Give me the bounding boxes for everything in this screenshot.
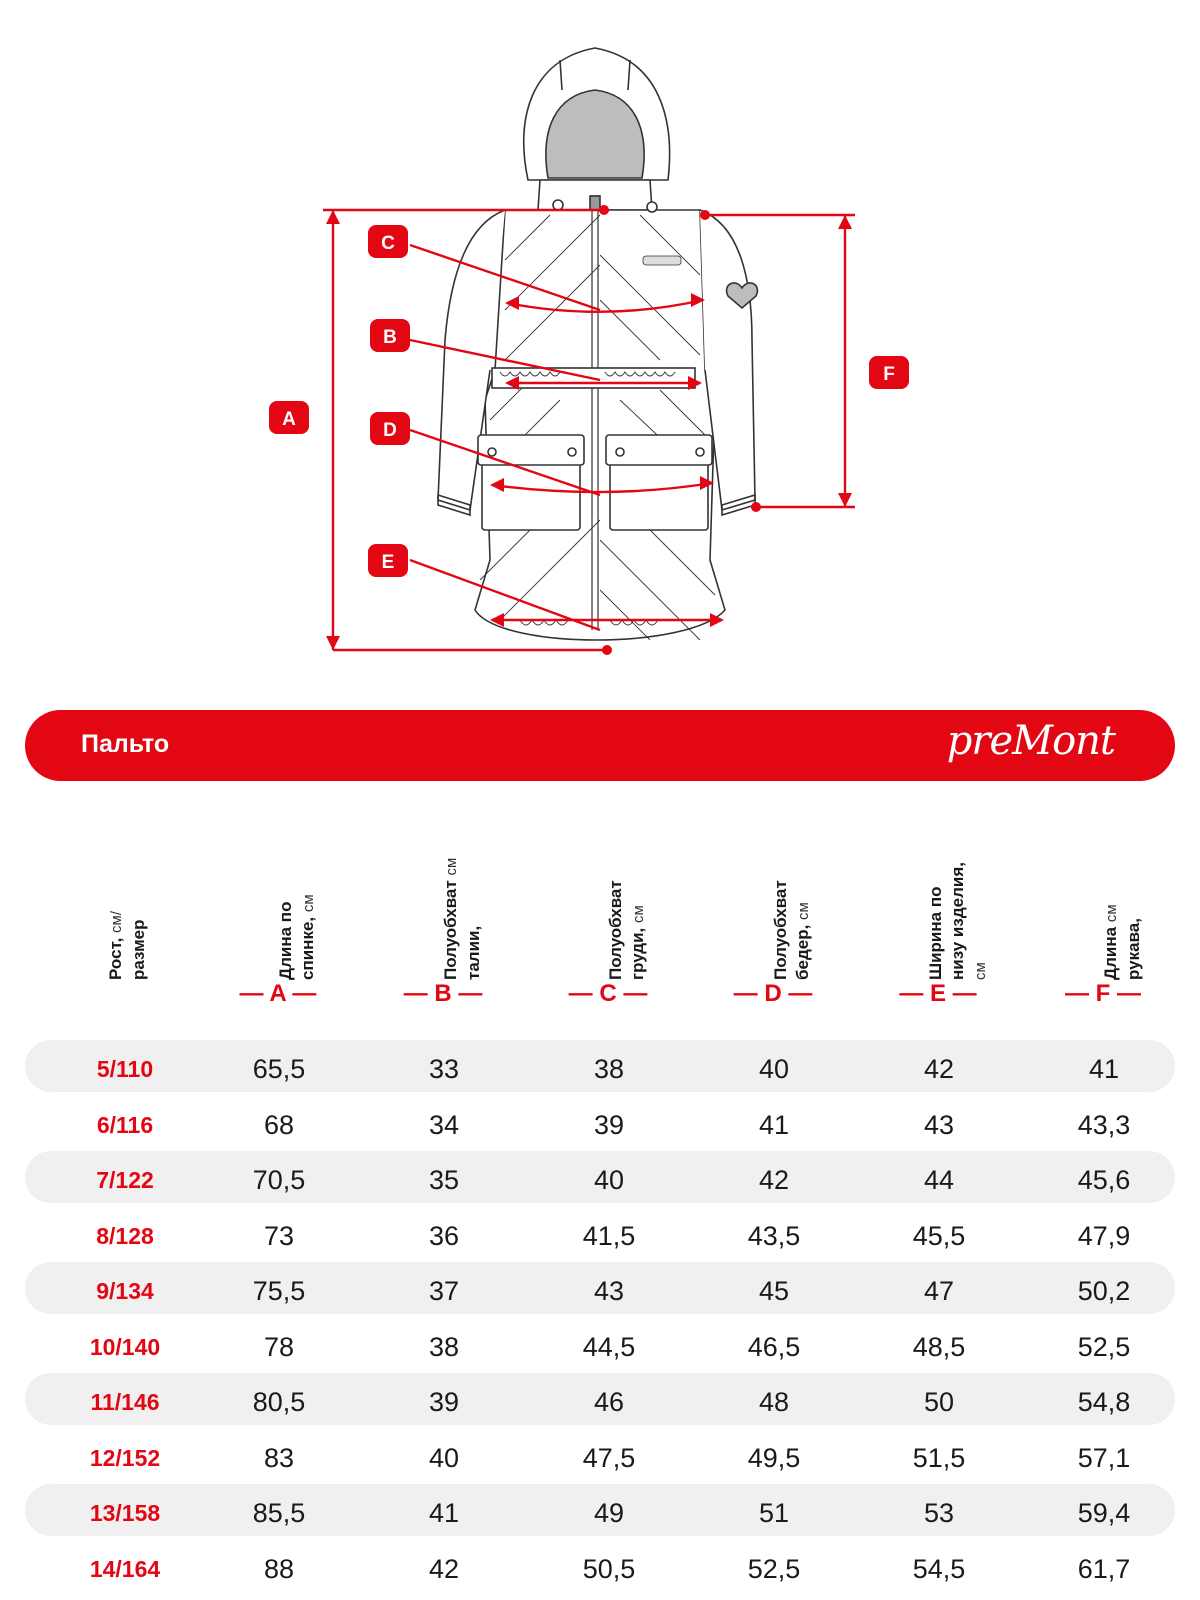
value-cell: 35	[428, 1165, 460, 1195]
column-letter-b: — B —	[403, 980, 483, 1007]
coat-measurement-diagram	[0, 0, 1200, 680]
value-cell: 34	[428, 1109, 460, 1140]
table-row	[25, 1373, 1175, 1425]
column-letter-d: — D —	[733, 980, 813, 1007]
header-waist: Полуобхват см талии,	[441, 857, 483, 980]
value-cell: 54,5	[912, 1553, 966, 1584]
marker-badge-b	[370, 319, 410, 352]
size-cell: 12/152	[89, 1444, 161, 1471]
marker-badge-e	[368, 544, 408, 577]
value-cell: 38	[428, 1331, 460, 1362]
value-cell: 75,5	[252, 1276, 306, 1306]
value-cell: 39	[593, 1109, 625, 1140]
value-cell: 46	[593, 1387, 625, 1417]
table-row	[25, 1151, 1175, 1203]
column-letter-f: — F —	[1065, 980, 1141, 1007]
product-banner	[25, 710, 1175, 781]
value-cell: 40	[428, 1442, 460, 1473]
value-cell: 51	[758, 1498, 790, 1528]
value-cell: 88	[263, 1553, 295, 1584]
value-cell: 50,5	[582, 1553, 636, 1584]
column-letter-e: — E —	[899, 980, 977, 1007]
table-row	[25, 1318, 1175, 1370]
size-cell: 7/122	[96, 1167, 154, 1193]
value-cell: 59,4	[1077, 1498, 1131, 1528]
value-cell: 48,5	[912, 1331, 966, 1362]
value-cell: 54,8	[1077, 1387, 1131, 1417]
value-cell: 50,2	[1077, 1276, 1131, 1306]
brand-logo: preMont	[946, 718, 1115, 764]
value-cell: 40	[758, 1054, 790, 1084]
value-cell: 43,5	[747, 1220, 801, 1251]
size-cell: 10/140	[89, 1333, 161, 1360]
header-size: Рост, см/ размер	[106, 910, 148, 980]
value-cell: 85,5	[252, 1498, 306, 1528]
value-cell: 41	[758, 1109, 790, 1140]
product-title: Пальто	[81, 730, 170, 758]
header-hips: Полуобхват бедер, см	[771, 880, 812, 980]
value-cell: 73	[263, 1220, 295, 1251]
value-cell: 45,6	[1077, 1165, 1131, 1195]
value-cell: 43,3	[1077, 1109, 1131, 1140]
value-cell: 49,5	[747, 1442, 801, 1473]
marker-label-e: E	[381, 552, 395, 573]
value-cell: 68	[263, 1109, 295, 1140]
value-cell: 44,5	[582, 1331, 636, 1362]
value-cell: 83	[263, 1442, 295, 1473]
table-row	[25, 1040, 1175, 1092]
marker-label-b: B	[383, 327, 397, 348]
header-sleeve-length: Длина см рукава,	[1101, 904, 1143, 980]
value-cell: 44	[923, 1165, 955, 1195]
value-cell: 33	[428, 1054, 460, 1084]
value-cell: 51,5	[912, 1442, 966, 1473]
value-cell: 46,5	[747, 1331, 801, 1362]
marker-label-d: D	[383, 420, 397, 441]
column-letter-c: — C —	[568, 980, 648, 1007]
header-back-length: Длина по спинке, см	[276, 894, 317, 980]
value-cell: 42	[758, 1165, 790, 1195]
value-cell: 80,5	[252, 1387, 306, 1417]
value-cell: 42	[428, 1553, 460, 1584]
value-cell: 42	[923, 1054, 955, 1084]
value-cell: 53	[923, 1498, 955, 1528]
table-row	[25, 1096, 1175, 1148]
value-cell: 37	[428, 1276, 460, 1306]
marker-badge-f	[869, 356, 909, 389]
value-cell: 61,7	[1077, 1553, 1131, 1584]
value-cell: 40	[593, 1165, 625, 1195]
value-cell: 57,1	[1077, 1442, 1131, 1473]
size-cell: 8/128	[96, 1222, 154, 1249]
value-cell: 39	[428, 1387, 460, 1417]
header-chest: Полуобхват груди, см	[606, 880, 647, 980]
table-row	[25, 1207, 1175, 1259]
marker-label-c: C	[381, 233, 395, 254]
coat-drawing	[438, 48, 757, 640]
value-cell: 41	[428, 1498, 460, 1528]
table-row	[25, 1429, 1175, 1481]
size-cell: 9/134	[96, 1278, 154, 1304]
value-cell: 38	[593, 1054, 625, 1084]
size-cell: 11/146	[90, 1389, 160, 1415]
value-cell: 45,5	[912, 1220, 966, 1251]
value-cell: 52,5	[747, 1553, 801, 1584]
value-cell: 65,5	[252, 1054, 306, 1084]
value-cell: 41	[1088, 1054, 1120, 1084]
size-cell: 6/116	[96, 1111, 154, 1138]
marker-label-f: F	[883, 364, 895, 385]
marker-badge-d	[370, 412, 410, 445]
size-cell: 13/158	[89, 1500, 161, 1526]
value-cell: 50	[923, 1387, 955, 1417]
value-cell: 43	[593, 1276, 625, 1306]
value-cell: 43	[923, 1109, 955, 1140]
marker-label-a: A	[282, 409, 296, 430]
header-hem-width: Ширина по низу изделия, см	[926, 862, 989, 980]
table-row	[25, 1262, 1175, 1314]
column-letter-a: — A —	[239, 980, 317, 1007]
value-cell: 48	[758, 1387, 790, 1417]
marker-badge-c	[368, 225, 408, 258]
value-cell: 49	[593, 1498, 625, 1528]
size-cell: 14/164	[89, 1555, 161, 1582]
table-row	[25, 1540, 1175, 1592]
value-cell: 47,9	[1077, 1220, 1131, 1251]
value-cell: 36	[428, 1220, 460, 1251]
value-cell: 47	[923, 1276, 955, 1306]
marker-badge-a	[269, 401, 309, 434]
table-row	[25, 1484, 1175, 1536]
value-cell: 70,5	[252, 1165, 306, 1195]
size-cell: 5/110	[96, 1056, 154, 1082]
value-cell: 47,5	[582, 1442, 636, 1473]
value-cell: 52,5	[1077, 1331, 1131, 1362]
value-cell: 45	[758, 1276, 790, 1306]
value-cell: 78	[263, 1331, 295, 1362]
value-cell: 41,5	[582, 1220, 636, 1251]
